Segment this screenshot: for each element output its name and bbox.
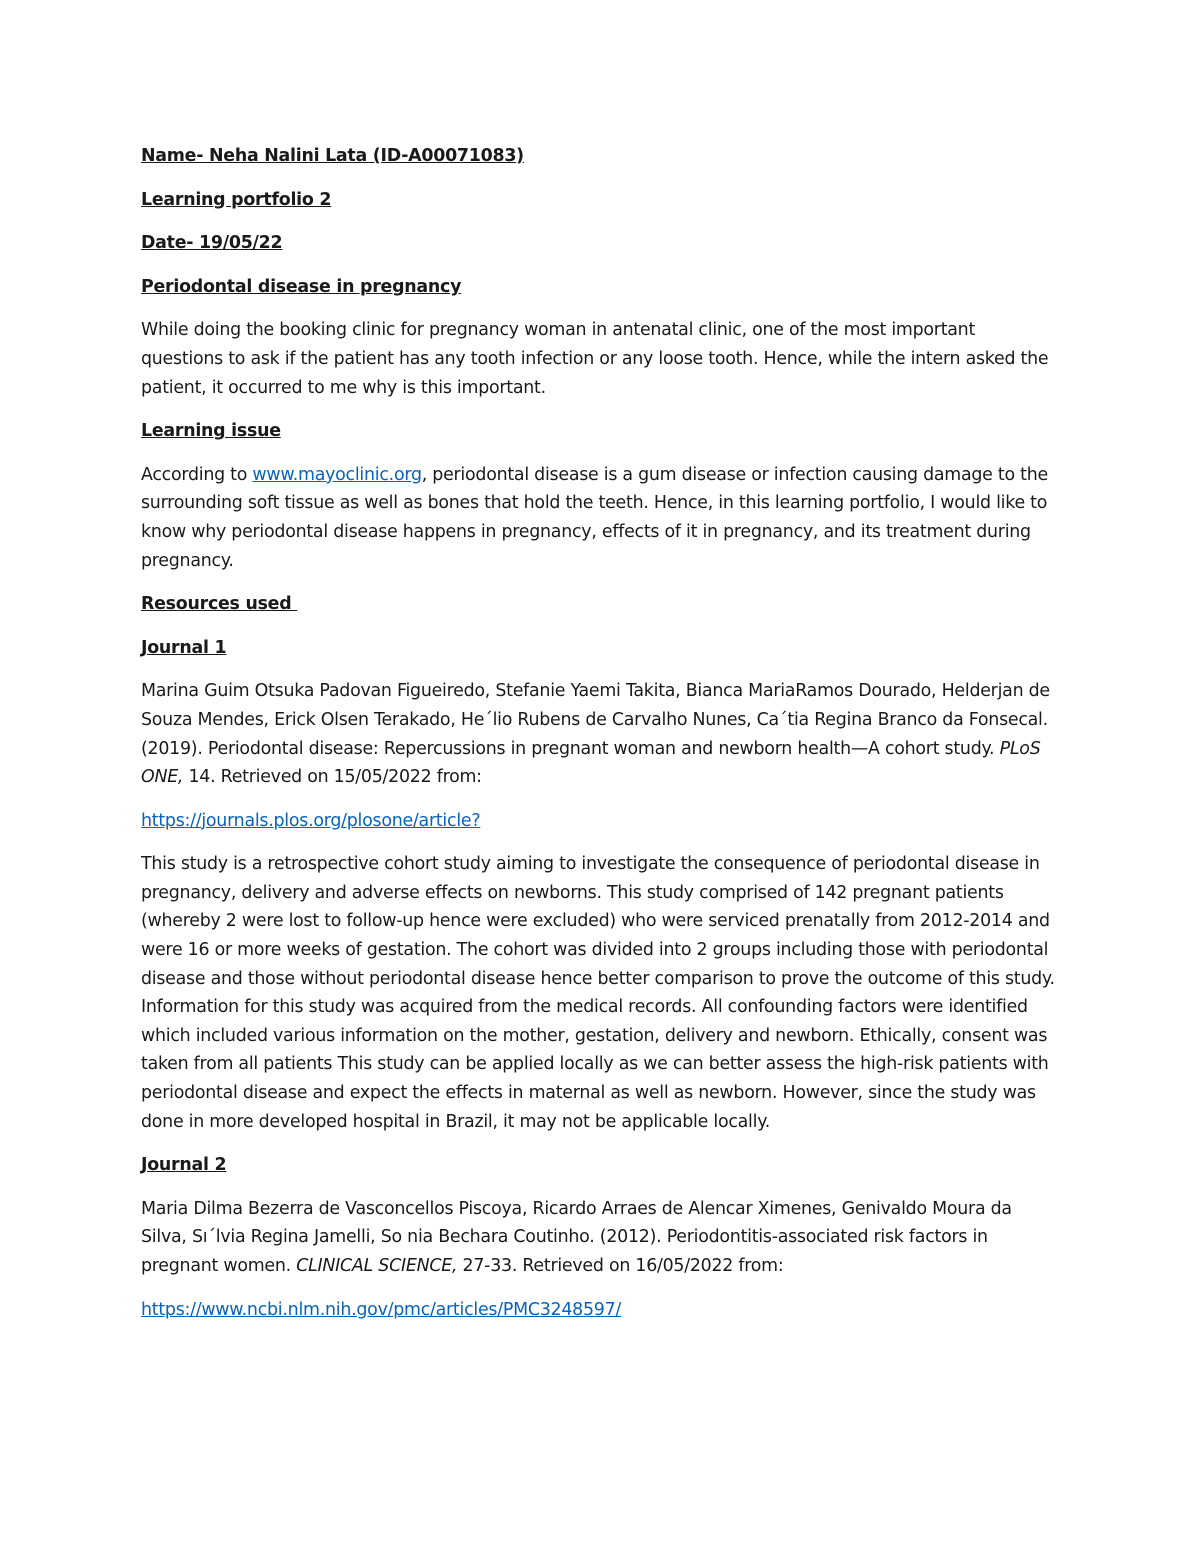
mayoclinic-link[interactable]: www.mayoclinic.org — [252, 464, 422, 485]
journal-2-heading: Journal 2 — [141, 1155, 227, 1176]
journal-1-citation-main: Marina Guim Otsuka Padovan Figueiredo, Stefanie Yaemi Takita, Bianca MariaRamos Dourado, Helderjan de Souza Mendes, Erick Olsen Terakado, He´lio Rubens de Carvalho Nunes, Ca´tia Regina Branco da Fonsecal. (2019). Periodontal disease: Repercussions in pregnant woman and newborn health—A cohort study. — [141, 681, 1050, 759]
journal-2-citation — [141, 1195, 1061, 1281]
student-name-heading: Name- Neha Nalini Lata (ID-A00071083) — [141, 146, 524, 166]
learning-issue-paragraph — [141, 461, 1061, 575]
journal-1-journal-name: PLoS ONE, — [141, 738, 1041, 788]
journal-2-citation-main: Maria Dilma Bezerra de Vasconcellos Piscoya, Ricardo Arraes de Alencar Ximenes, Genivaldo Moura da Silva, Sı´lvia Regina Jamelli, So nia Bechara Coutinho. (2012). Periodontitis-associated risk factors in pregnant women. — [141, 1198, 1012, 1276]
portfolio-heading: Learning portfolio 2 — [141, 189, 332, 210]
journal-1-url-link[interactable]: https://journals.plos.org/plosone/article? — [141, 810, 481, 831]
journal-2-url-paragraph — [141, 1296, 1061, 1325]
journal-1-summary: This study is a retrospective cohort study aiming to investigate the consequence of periodontal disease in pregnancy, delivery and adverse effects on newborns. This study comprised of 142 pregnant patients (whereby 2 were lost to follow-up hence were excluded) who were serviced prenatally from 2012-2014 and were 16 or more weeks of gestation. The cohort was divided into 2 groups including those with periodontal disease and those without periodontal disease hence better comparison to prove the outcome of this study. Information for this study was acquired from the medical records. All confounding factors were identified which included various information on the mother, gestation, delivery and newborn. Ethically, consent was taken from all patients This study can be applied locally as we can better assess the high-risk patients with periodontal disease and expect the effects in maternal as well as newborn. However, since the study was done in more developed hospital in Brazil, it may not be applicable locally. — [141, 854, 1055, 1132]
journal-1-citation — [141, 677, 1061, 791]
journal-2-citation-tail: 27-33. Retrieved on 16/05/2022 from: — [457, 1256, 784, 1276]
journal-1-heading: Journal 1 — [141, 637, 227, 658]
journal-1-url-paragraph — [141, 807, 1061, 836]
date-heading: Date- 19/05/22 — [141, 233, 283, 254]
journal-2-url-link[interactable]: https://www.ncbi.nlm.nih.gov/pmc/articles/PMC3248597/ — [141, 1299, 622, 1320]
learning-issue-text: , periodontal disease is a gum disease or infection causing damage to the surrounding soft tissue as well as bones that hold the teeth. Hence, in this learning portfolio, I would like to know why periodontal disease happens in pregnancy, effects of it in pregnancy, and its treatment during pregnancy. — [141, 464, 1048, 571]
journal-2-journal-name: CLINICAL SCIENCE, — [296, 1256, 458, 1276]
resources-heading: Resources used — [141, 594, 298, 615]
intro-paragraph: While doing the booking clinic for pregnancy woman in antenatal clinic, one of the most important questions to ask if the patient has any tooth infection or any loose tooth. Hence, while the intern asked the patient, it occurred to me why is this important. — [141, 320, 1049, 398]
learning-issue-heading: Learning issue — [141, 421, 281, 442]
topic-heading: Periodontal disease in pregnancy — [141, 276, 462, 297]
journal-1-citation-tail: 14. Retrieved on 15/05/2022 from: — [183, 767, 482, 788]
learning-issue-prefix: According to — [141, 464, 253, 485]
document-page — [141, 142, 1061, 1339]
